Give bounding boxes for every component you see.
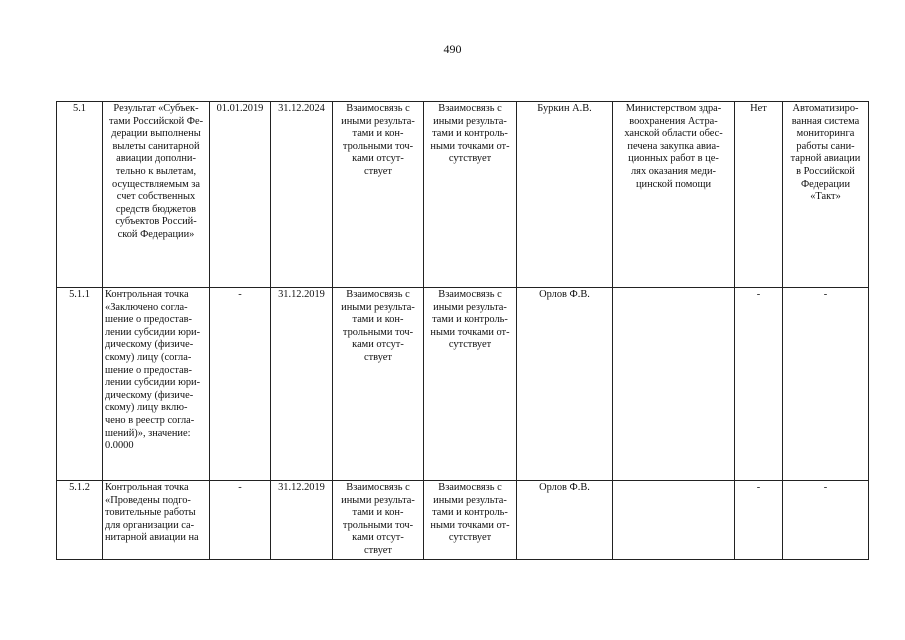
row-start-date: 01.01.2019 [210,102,271,288]
row-level: Нет [735,102,783,288]
row-name: Контрольная точка «Заключено согла- шение о предостав- лении субсидии юри- дическому (физиче- скому) лицу (согла- шение о предостав- лении субсидии юри- дическому (физиче- скому) лицу вклю- чено в реестр согла- шений)», значение: 0.0000 [103,288,210,481]
row-number: 5.1.1 [57,288,103,481]
table-row [57,288,869,481]
row-start-date: - [210,288,271,481]
row-link-predecessor: Взаимосвязь с иными результа- тами и кон- трольными точ- ками отсут- ствует [333,102,424,288]
row-name: Результат «Субъек- тами Российской Фе- дерации выполнены вылеты санитарной авиации дополни- тельно к вылетам, осуществляемым за счет собственных средств бюджетов субъектов Россий- ской Федерации» [103,102,210,288]
table-row [57,481,869,560]
row-number: 5.1 [57,102,103,288]
row-level: - [735,288,783,481]
row-system: - [783,288,869,481]
row-level: - [735,481,783,560]
row-responsible: Буркин А.В. [517,102,613,288]
row-system: - [783,481,869,560]
row-link-predecessor: Взаимосвязь с иными результа- тами и кон- трольными точ- ками отсут- ствует [333,481,424,560]
row-document: Министерством здра- воохранения Астра- ханской области обес- печена закупка авиа- ционных работ в це- лях оказания меди- цинской помощи [613,102,735,288]
row-name: Контрольная точка «Проведены подго- товительные работы для организации са- нитарной авиации на [103,481,210,560]
table-row [57,102,869,288]
row-end-date: 31.12.2024 [271,102,333,288]
row-document [613,288,735,481]
row-system: Автоматизиро- ванная система мониторинга работы сани- тарной авиации в Российской Федерации «Такт» [783,102,869,288]
row-number: 5.1.2 [57,481,103,560]
row-end-date: 31.12.2019 [271,288,333,481]
row-end-date: 31.12.2019 [271,481,333,560]
row-link-successor: Взаимосвязь с иными результа- тами и контроль- ными точками от- сутствует [424,288,517,481]
plan-table [56,101,869,560]
page-number: 490 [443,42,462,56]
row-start-date: - [210,481,271,560]
row-link-successor: Взаимосвязь с иными результа- тами и контроль- ными точками от- сутствует [424,102,517,288]
row-responsible: Орлов Ф.В. [517,481,613,560]
row-link-successor: Взаимосвязь с иными результа- тами и контроль- ными точками от- сутствует [424,481,517,560]
row-document [613,481,735,560]
row-link-predecessor: Взаимосвязь с иными результа- тами и кон- трольными точ- ками отсут- ствует [333,288,424,481]
row-responsible: Орлов Ф.В. [517,288,613,481]
